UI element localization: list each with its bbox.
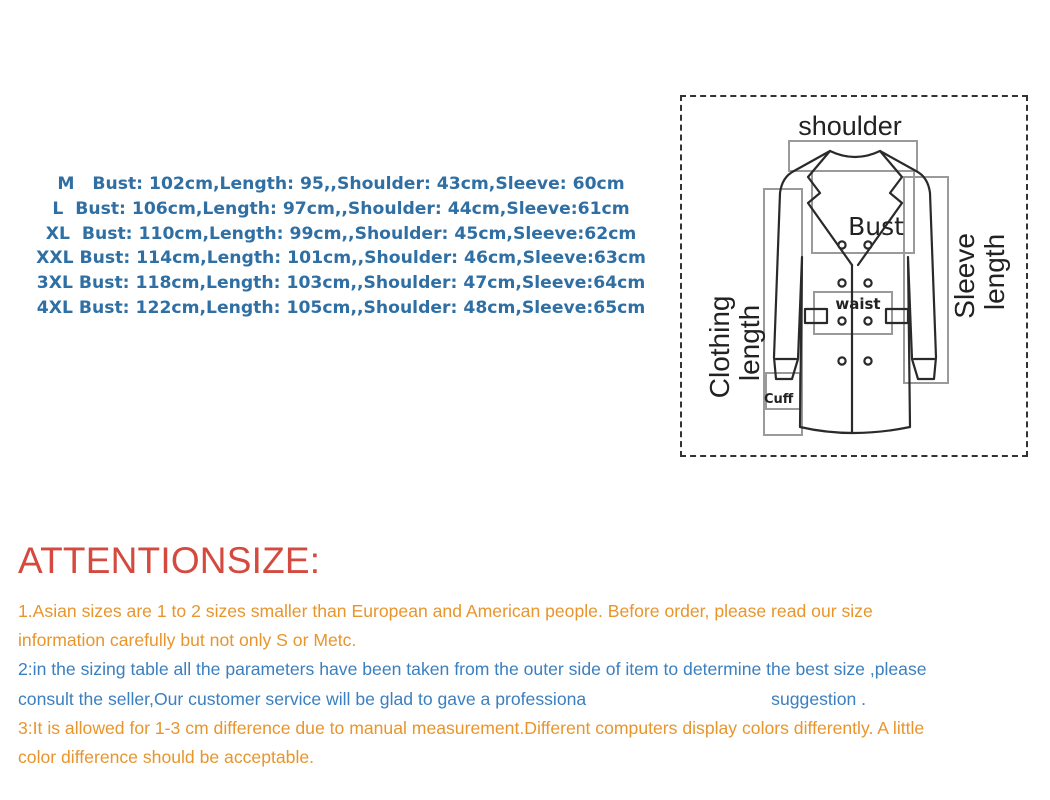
neckline — [830, 151, 880, 157]
size-label: XL — [45, 223, 70, 244]
sleeve-length-word1: Sleeve — [949, 233, 980, 319]
size-label: XXL — [36, 248, 74, 269]
size-chart — [36, 172, 646, 321]
note-2-line-2a: consult the seller,Our customer service will be glad to gave a professiona — [18, 688, 587, 709]
size-spec: Bust: 110cm,Length: 99cm,,Shoulder: 45cm,Sleeve:62cm — [81, 223, 637, 244]
size-spec: Bust: 122cm,Length: 105cm,,Shoulder: 48cm,Sleeve:65cm — [78, 297, 646, 318]
note-2 — [18, 655, 1043, 713]
cuff-label: Cuff — [764, 392, 794, 407]
size-spec: Bust: 114cm,Length: 101cm,,Shoulder: 46cm,Sleeve:63cm — [79, 248, 646, 269]
button — [838, 357, 845, 364]
attention-heading: ATTENTIONSIZE: — [18, 540, 321, 581]
bust-label: Bust — [848, 212, 904, 241]
button — [864, 357, 871, 364]
size-label: L — [52, 198, 64, 219]
size-row-xxl — [36, 246, 646, 271]
note-3-line-2: color difference should be acceptable. — [18, 747, 315, 768]
size-row-3xl — [36, 271, 646, 296]
coat-illustration — [682, 97, 1026, 455]
sleeve-length-label — [949, 225, 1010, 318]
size-label: M — [57, 174, 75, 194]
size-label: 3XL — [36, 273, 73, 294]
sleeve-length-word2: length — [979, 233, 1010, 311]
note-1-line-2: information carefully but not only S or Metc. — [18, 630, 357, 651]
size-spec: Bust: 106cm,Length: 97cm,,Shoulder: 44cm,Sleeve:61cm — [75, 198, 630, 219]
sleeve-length-guide — [904, 177, 948, 383]
pocket-left — [805, 309, 827, 323]
size-row-l — [36, 197, 646, 222]
note-1-line-1: 1.Asian sizes are 1 to 2 sizes smaller than European and American people. Before order, please read our size — [18, 601, 873, 621]
button — [838, 279, 845, 286]
button — [838, 241, 845, 248]
button — [838, 317, 845, 324]
note-3 — [18, 714, 1043, 772]
note-1 — [18, 597, 1043, 655]
size-spec: Bust: 118cm,Length: 103cm,,Shoulder: 47cm,Sleeve:64cm — [78, 273, 646, 294]
button — [864, 279, 871, 286]
waist-label: waist — [835, 295, 881, 313]
size-row-xl — [36, 222, 646, 247]
size-row-m — [36, 172, 646, 197]
size-row-4xl — [36, 296, 646, 321]
size-spec: Bust: 102cm,Length: 95,,Shoulder: 43cm,Sleeve: 60cm — [92, 174, 625, 194]
note-3-line-1: 3:It is allowed for 1-3 cm difference due to manual measurement.Different computers display colors differently. A little — [18, 717, 925, 738]
coat-measurement-diagram — [680, 95, 1028, 457]
size-notes — [18, 597, 1043, 772]
size-label: 4XL — [36, 297, 73, 318]
shoulder-label: shoulder — [798, 111, 902, 141]
button — [864, 241, 871, 248]
button — [864, 317, 871, 324]
clothing-length-label — [704, 288, 765, 399]
clothing-length-word2: length — [734, 304, 765, 382]
note-2-line-2 — [18, 685, 1043, 714]
note-2-line-2b: suggestion . — [771, 688, 867, 709]
clothing-length-word1: Clothing — [704, 295, 735, 399]
note-2-line-1: 2:in the sizing table all the parameters have been taken from the outer side of item to determine the best size ,please — [18, 659, 927, 680]
